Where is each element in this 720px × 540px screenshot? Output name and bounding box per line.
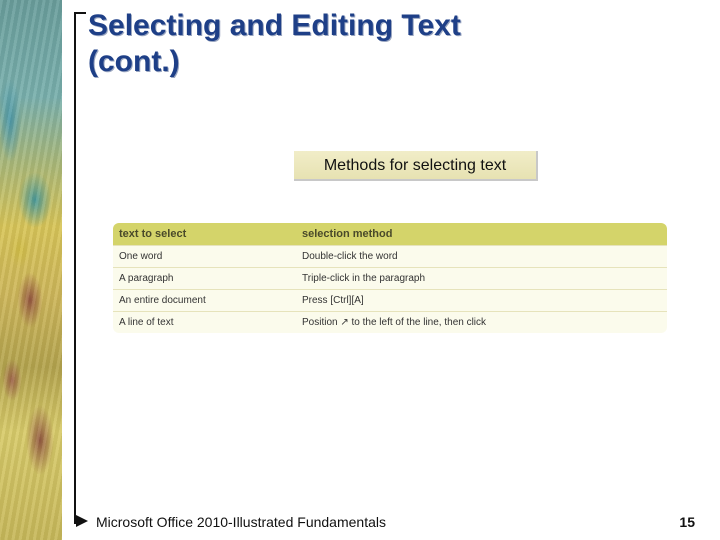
- table-header: [113, 223, 667, 245]
- footer-arrow-icon: [76, 515, 88, 527]
- slide-title: [88, 8, 688, 80]
- table-row: [113, 267, 667, 289]
- horizontal-rule-tick: [74, 12, 86, 14]
- footer-text: Microsoft Office 2010-Illustrated Fundamentals: [96, 514, 386, 530]
- slide-title-line-2: (cont.): [88, 45, 180, 78]
- table-row: [113, 289, 667, 311]
- row-target: One word: [119, 251, 163, 262]
- header-selection-method: selection method: [302, 228, 393, 240]
- row-target: A paragraph: [119, 273, 174, 284]
- row-method: Triple-click in the paragraph: [302, 273, 426, 284]
- row-method: Position ↗ to the left of the line, then click: [302, 317, 487, 328]
- table-row: [113, 245, 667, 267]
- decorative-side-texture: [0, 0, 62, 540]
- figure-caption-box: [294, 151, 538, 181]
- slide-title-line-1: Selecting and Editing Text: [88, 9, 461, 42]
- row-method: Double-click the word: [302, 251, 398, 262]
- row-method: Press [Ctrl][A]: [302, 295, 364, 306]
- table-row: [113, 311, 667, 333]
- selection-methods-table: [113, 223, 667, 333]
- header-text-to-select: text to select: [119, 228, 187, 240]
- figure-caption: Methods for selecting text: [323, 157, 507, 174]
- row-target: An entire document: [119, 295, 206, 306]
- page-number: 15: [679, 514, 695, 530]
- row-target: A line of text: [119, 317, 174, 328]
- vertical-rule: [74, 12, 76, 524]
